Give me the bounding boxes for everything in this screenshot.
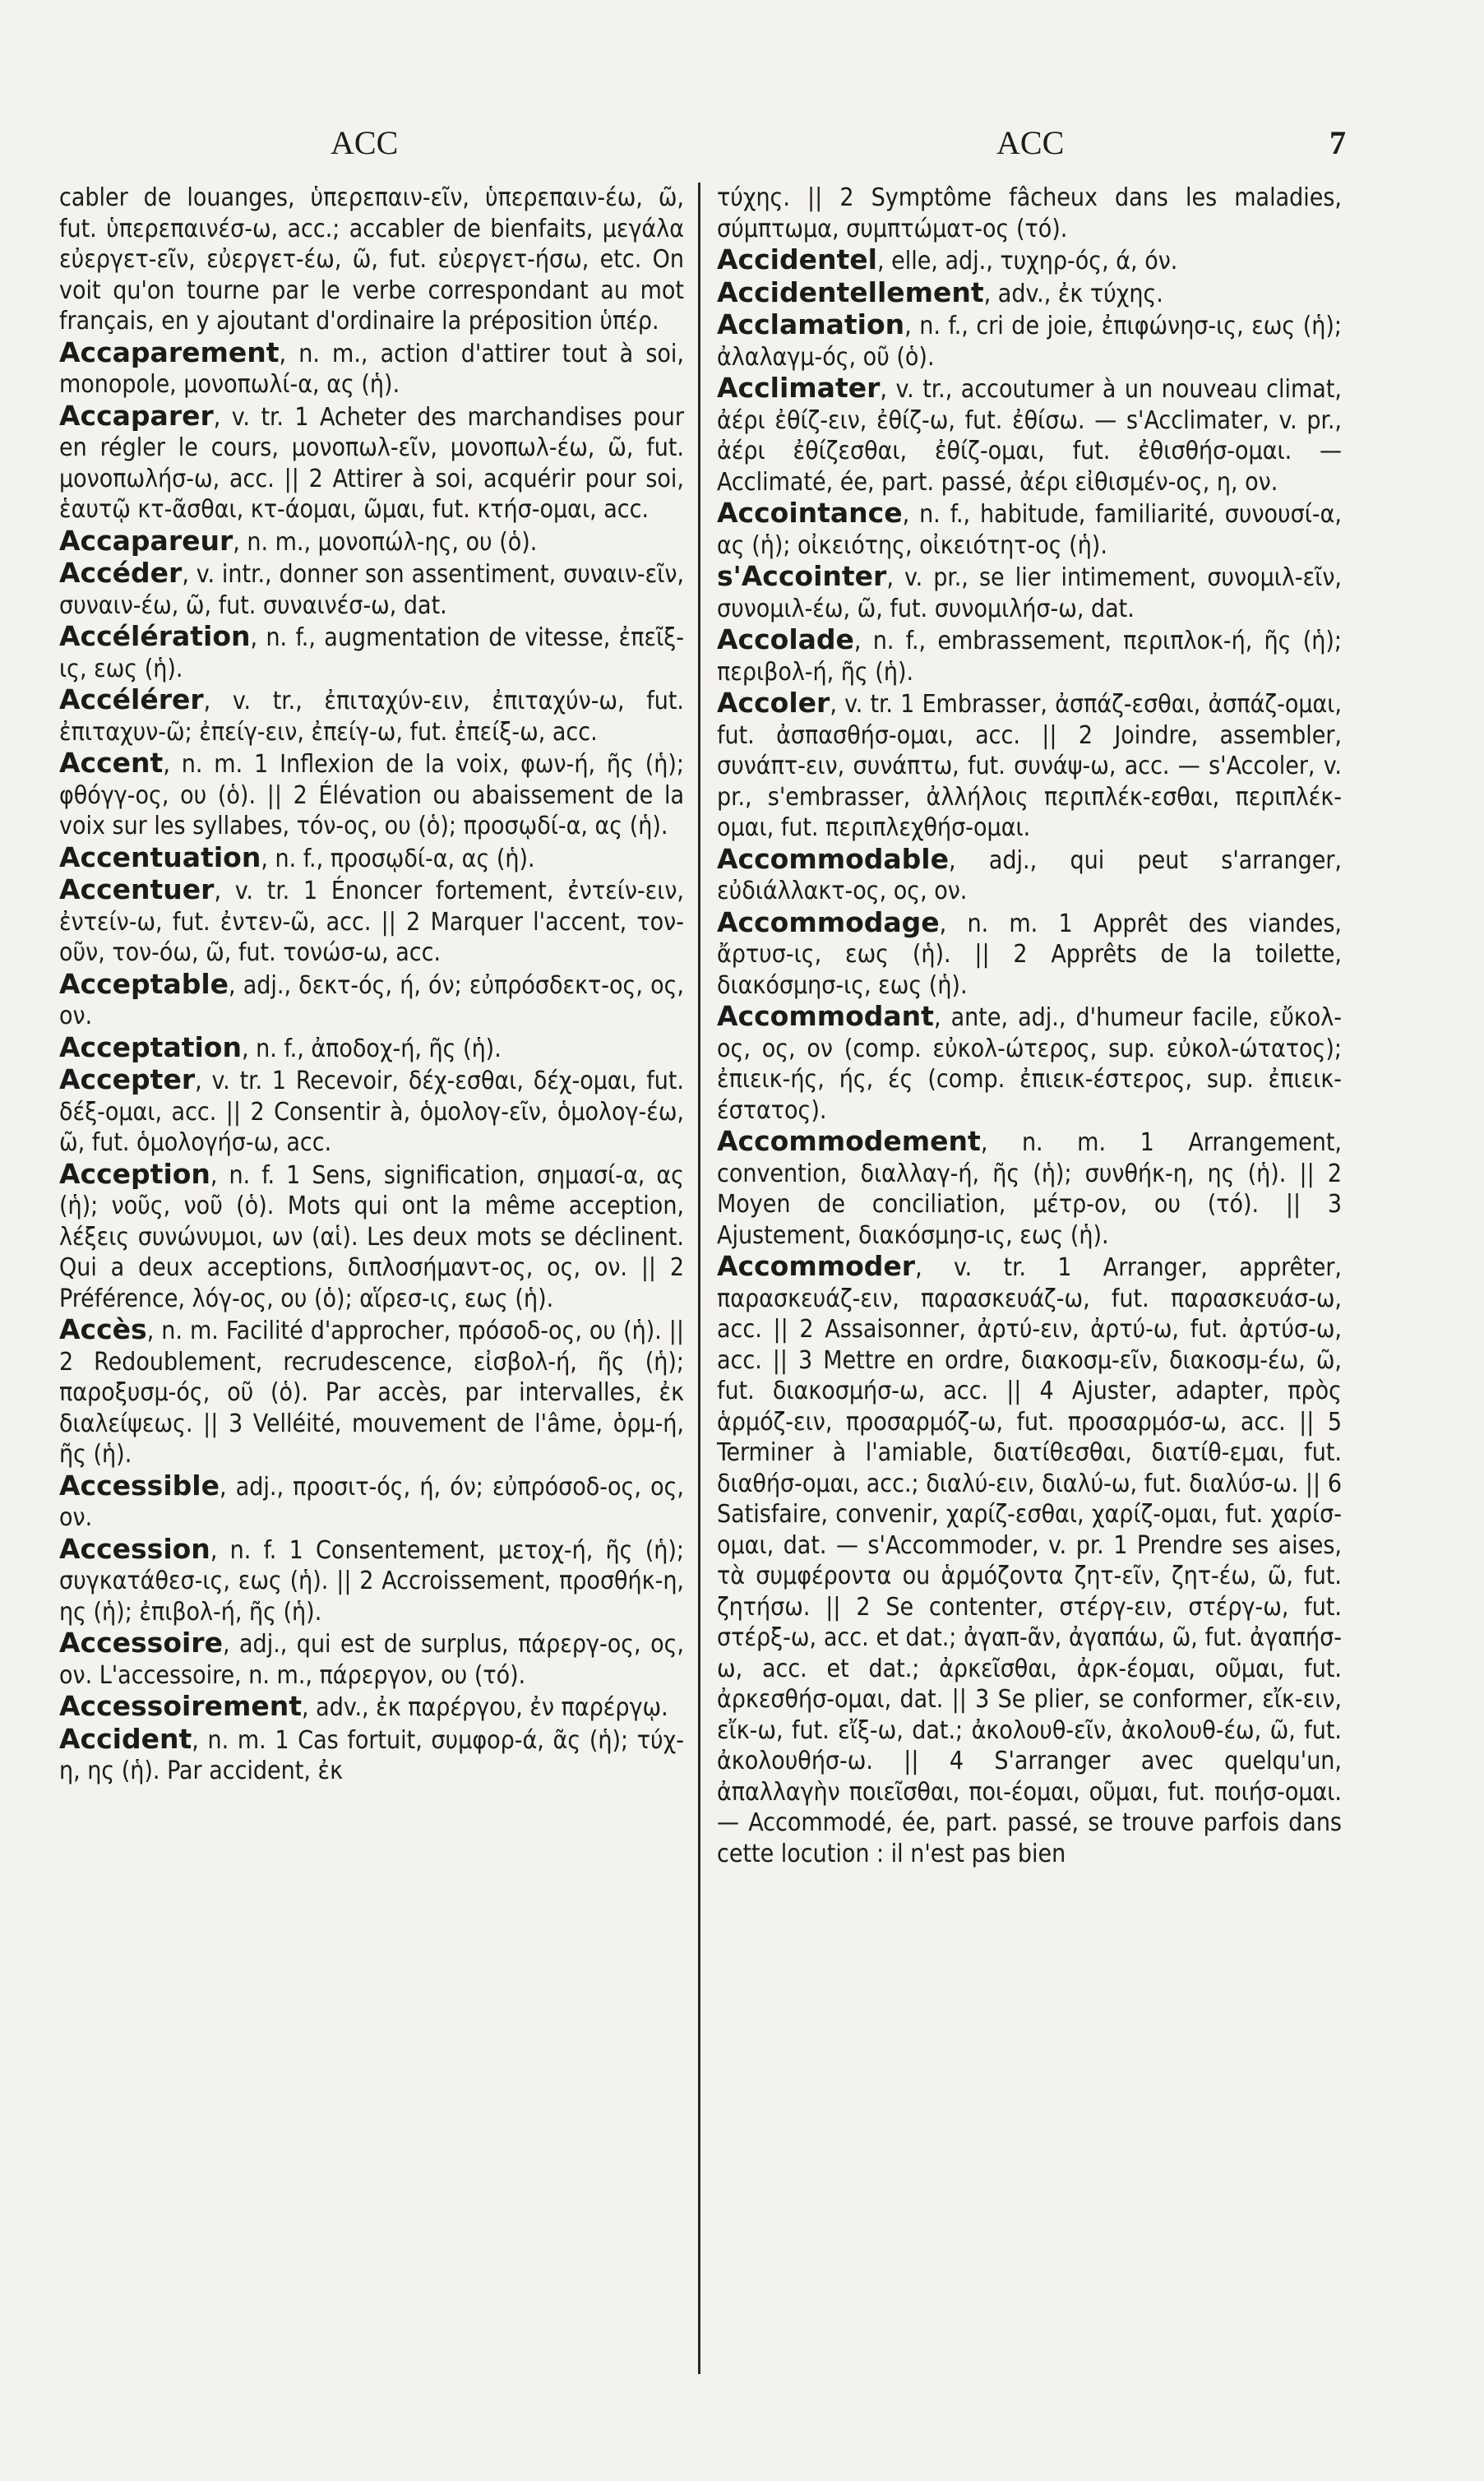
entry-headword: Accommoder: [717, 1250, 916, 1282]
entry-headword: Accommodage: [717, 905, 940, 938]
entry-headword: Accessible: [59, 1469, 220, 1502]
entry-text: , adj., δεκτ-ός, ή, όν; εὐπρόσδεκτ-ος, ος, ον.: [59, 970, 684, 1030]
entry-text: , v. tr., ἐπιταχύν-ειν, ἐπιταχύν-ω, fut. ἐπιταχυν-ῶ; ἐπείγ-ειν, ἐπείγ-ω, fut. ἐπείξ-ω, acc.: [59, 687, 684, 747]
dictionary-entry: [59, 558, 684, 621]
dictionary-entry: [717, 561, 1342, 624]
entry-headword: s'Accointer: [717, 560, 887, 592]
dictionary-entry: [59, 1064, 684, 1159]
dictionary-entry: [59, 337, 684, 400]
entry-text: , n. m. 1 Cas fortuit, συμφορ-ά, ᾶς (ἡ); τύχ-η, ης (ἡ). Par accident, ἐκ: [59, 1725, 684, 1785]
entry-text: , n. f. 1 Sens, signification, σημασί-α, ας (ἡ); νοῦς, νοῦ (ὁ). Mots qui ont la même acception, λέξεις συνώνυμοι, ων (αἱ). Les deux mots se déclinent. Qui a deux acceptions, διπλοσήμαντ-ος, ος, ον. || 2 Préférence, λόγ-ος, ου (ὁ); αἵρεσ-ις, εως (ἡ).: [59, 1160, 684, 1313]
column-divider: [698, 183, 700, 2374]
entry-text: , n. f., ἀποδοχ-ή, ῆς (ἡ).: [241, 1034, 502, 1063]
dictionary-entry: [59, 684, 684, 748]
entry-headword: Accepter: [59, 1063, 196, 1095]
dictionary-entry: [717, 907, 1342, 1002]
entry-headword: Accommodant: [717, 1000, 934, 1032]
entry-text: , elle, adj., τυχηρ-ός, ά, όν.: [876, 247, 1178, 275]
dictionary-entry: [717, 244, 1342, 277]
entry-text: , n. m. 1 Apprêt des viandes, ἄρτυσ-ις, εως (ἡ). || 2 Apprêts de la toilette, διακόσμησ-ις, εως (ἡ).: [717, 909, 1342, 1000]
dictionary-entry: [717, 1126, 1342, 1251]
entry-headword: Accidentellement: [717, 275, 984, 308]
entry-headword: Acception: [59, 1157, 210, 1190]
entry-text: , n. f. 1 Consentement, μετοχ-ή, ῆς (ἡ); συγκατάθεσ-ις, εως (ἡ). || 2 Accroissement, προσθήκ-η, ης (ἡ); ἐπιβολ-ή, ῆς (ἡ).: [59, 1535, 684, 1627]
entry-headword: Accessoire: [59, 1627, 223, 1659]
entry-headword: Accentuation: [59, 840, 261, 873]
entry-headword: Accointance: [717, 497, 903, 529]
dictionary-entry: [59, 1534, 684, 1628]
entry-headword: Acceptation: [59, 1030, 242, 1063]
dictionary-entry: [59, 1032, 684, 1065]
entry-text: , n. f., habitude, familiarité, συνουσί-α, ας (ἡ); οἰκειότης, οἰκειότητ-ος (ἡ).: [717, 500, 1342, 560]
entry-headword: Accaparer: [59, 399, 214, 432]
entry-text: , n. f., cri de joie, ἐπιφώνησ-ις, εως (ἡ); ἀλαλαγμ-ός, οῦ (ὁ).: [717, 312, 1342, 372]
dictionary-entry: [59, 748, 684, 842]
dictionary-entry: [59, 1159, 684, 1315]
dictionary-entry: [59, 1724, 684, 1787]
entry-text: , v. intr., donner son assentiment, συναιν-εῖν, συναιν-έω, ῶ, fut. συναινέσ-ω, dat.: [59, 560, 684, 620]
entry-text: , v. tr. 1 Recevoir, δέχ-εσθαι, δέχ-ομαι, fut. δέξ-ομαι, acc. || 2 Consentir à, ὁμολογ-εῖν, ὁμολογ-έω, ῶ, fut. ὁμολογήσ-ω, acc.: [59, 1067, 684, 1157]
entry-text: , n. m., action d'attirer tout à soi, monopole, μονοπωλί-α, ας (ἡ).: [59, 339, 684, 399]
entry-headword: Accélération: [59, 620, 251, 652]
dictionary-entry: [717, 373, 1342, 498]
dictionary-entry: [59, 874, 684, 969]
entry-text: , ante, adj., d'humeur facile, εὔκολ-ος, ος, ον (comp. εὐκολ-ώτερος, sup. εὐκολ-ώτατος); ἐπιεικ-ής, ής, ές (comp. ἐπιεικ-έστερος, sup. ἐπιεικ-έστατος).: [717, 1003, 1342, 1125]
entry-headword: Accès: [59, 1313, 147, 1345]
entry-headword: Accommodement: [717, 1125, 981, 1157]
dictionary-entry: [717, 498, 1342, 561]
entry-text: , n. m. 1 Inflexion de la voix, φων-ή, ῆς (ἡ); φθόγγ-ος, ου (ὁ). || 2 Élévation ou abaissement de la voix sur les syllabes, τόν-ος, ου (ὁ); προσῳδί-α, ας (ἡ).: [59, 750, 684, 840]
entry-headword: Accaparement: [59, 336, 280, 368]
dictionary-entry: [59, 400, 684, 525]
entry-text: , v. tr. 1 Acheter des marchandises pour en régler le cours, μονοπωλ-εῖν, μονοπωλ-έω, ῶ, fut. μονοπωλήσ-ω, acc. || 2 Attirer à soi, acquérir pour soi, ἑαυτῷ κτ-ᾶσθαι, κτ-άομαι, ῶμαι, fut. κτήσ-ομαι, acc.: [59, 402, 684, 524]
entry-text: , v. tr. 1 Arranger, apprêter, παρασκευάζ-ειν, παρασκευάζ-ω, fut. παρασκευάσ-ω, acc. || 2 Assaisonner, ἀρτύ-ειν, ἀρτύ-ω, fut. ἀρτύσ-ω, acc. || 3 Mettre en ordre, διακοσμ-εῖν, διακοσμ-έω, ῶ, fut. διακοσμήσ-ω, acc. || 4 Ajuster, adapter, πρὸς ἁρμόζ-ειν, προσαρμόζ-ω, fut. προσαρμόσ-ω, acc. || 5 Terminer à l'amiable, διατίθεσθαι, διατίθ-εμαι, fut. διαθήσ-ομαι, acc.; διαλύ-ειν, διαλύ-ω, fut. διαλύσ-ω. || 6 Satisfaire, convenir, χαρίζ-εσθαι, χαρίζ-ομαι, fut. χαρίσ-ομαι, dat. — s'Accommoder, v. pr. 1 Prendre ses aises, τὰ συμφέροντα ou ἁρμόζοντα ζητ-εῖν, ζητ-έω, ῶ, fut. ζητήσω. || 2 Se contenter, στέργ-ειν, στέργ-ω, fut. στέρξ-ω, acc. et dat.; ἀγαπ-ᾶν, ἀγαπάω, ῶ, fut. ἀγαπήσ-ω, acc. et dat.; ἀρκεῖσθαι, ἀρκ-έομαι, οῦμαι, fut. ἀρκεσθήσ-ομαι, dat. || 3 Se plier, se conformer, εἴκ-ειν, εἴκ-ω, fut. εἴξ-ω, dat.; ἀκολουθ-εῖν, ἀκολουθ-έω, ῶ, fut. ἀκολουθήσ-ω. || 4 S'arranger avec quelqu'un, ἀπαλλαγὴν ποιεῖσθαι, ποι-έομαι, οῦμαι, fut. ποιήσ-ομαι. — Accommodé, ée, part. passé, se trouve parfois dans cette locution : il n'est pas bien: [717, 1253, 1342, 1868]
entry-headword: Acclimater: [717, 372, 881, 404]
entry-headword: Accession: [59, 1532, 210, 1565]
entry-text: , adv., ἐκ παρέργου, ἐν παρέργῳ.: [302, 1693, 668, 1722]
dictionary-entry: [59, 1314, 684, 1470]
entry-headword: Accélérer: [59, 683, 204, 715]
dictionary-entry: [59, 525, 684, 558]
running-header: [59, 123, 1346, 173]
entry-headword: Accident: [59, 1722, 192, 1755]
dictionary-entry: [717, 844, 1342, 907]
entry-text: , adv., ἐκ τύχης.: [983, 279, 1163, 308]
entry-text: τύχης. || 2 Symptôme fâcheux dans les maladies, σύμπτωμα, συμπτώματ-ος (τό).: [717, 183, 1342, 243]
dictionary-entry: [59, 1470, 684, 1534]
entry-text: , n. m. 1 Arrangement, convention, διαλλαγ-ή, ῆς (ἡ); συνθήκ-η, ης (ἡ). || 2 Moyen de conciliation, μέτρ-ον, ου (τό). || 3 Ajustement, διακόσμησ-ις, εως (ἡ).: [717, 1128, 1342, 1250]
entry-headword: Accapareur: [59, 524, 233, 557]
entry-headword: Accessoirement: [59, 1690, 303, 1722]
dictionary-entry: [717, 183, 1342, 244]
entry-text: cabler de louanges, ὑπερεπαιν-εῖν, ὑπερεπαιν-έω, ῶ, fut. ὑπερεπαινέσ-ω, acc.; accabler de bienfaits, μεγάλα εὐεργετ-εῖν, εὐεργετ-έω, ῶ, fut. εὐεργετ-ήσω, etc. On voit qu'on tourne par le verbe correspondant au mot français, en y ajoutant d'ordinaire la préposition ὑπέρ.: [59, 183, 684, 336]
entry-headword: Acclamation: [717, 308, 905, 340]
page-number: 7: [1329, 124, 1346, 161]
dictionary-entry: [717, 277, 1342, 310]
dictionary-entry: [717, 687, 1342, 844]
dictionary-entry: [717, 309, 1342, 373]
dictionary-entry: [717, 624, 1342, 687]
entry-text: , n. f., augmentation de vitesse, ἐπεῖξ-ις, εως (ἡ).: [59, 623, 684, 683]
entry-headword: Accentuer: [59, 873, 215, 905]
entry-headword: Accidentel: [717, 243, 877, 275]
dictionary-entry: [59, 183, 684, 337]
left-column: [59, 183, 684, 1787]
entry-headword: Acceptable: [59, 967, 229, 1000]
dictionary-entry: [59, 842, 684, 875]
entry-headword: Accommodable: [717, 842, 949, 875]
entry-text: , n. f., embrassement, περιπλοκ-ή, ῆς (ἡ); περιβολ-ή, ῆς (ἡ).: [717, 627, 1342, 687]
entry-text: , v. pr., se lier intimement, συνομιλ-εῖν, συνομιλ-έω, ῶ, fut. συνομιλήσ-ω, dat.: [717, 563, 1342, 623]
entry-text: , n. m., μονοπώλ-ης, ου (ὁ).: [233, 527, 538, 557]
entry-text: , adj., προσιτ-ός, ή, όν; εὐπρόσοδ-ος, ος, ον.: [59, 1472, 684, 1532]
entry-text: , v. tr. 1 Énoncer fortement, ἐντείν-ειν, ἐντείν-ω, fut. ἐντεν-ῶ, acc. || 2 Marquer l'accent, τον-οῦν, τον-όω, ῶ, fut. τονώσ-ω, acc.: [59, 877, 684, 967]
entry-headword: Accoler: [717, 687, 830, 719]
entry-headword: Accéder: [59, 557, 183, 589]
entry-text: , adj., qui est de surplus, πάρεργ-ος, ος, ον. L'accessoire, n. m., πάρεργον, ου (τό).: [59, 1630, 684, 1690]
dictionary-entry: [717, 1251, 1342, 1869]
entry-text: , adj., qui peut s'arranger, εὐδιάλλακτ-ος, ος, ον.: [717, 845, 1342, 905]
right-running-head: ACC: [996, 124, 1065, 161]
dictionary-entry: [717, 1001, 1342, 1126]
right-column: [717, 183, 1342, 1869]
left-running-head: ACC: [331, 124, 399, 161]
dictionary-entry: [59, 1691, 684, 1724]
entry-text: , n. f., προσῳδί-α, ας (ἡ).: [261, 844, 535, 873]
dictionary-entry: [59, 969, 684, 1032]
entry-text: , n. m. Facilité d'approcher, πρόσοδ-ος, ου (ἡ). || 2 Redoublement, recrudescence, εἰσβολ-ή, ῆς (ἡ); παροξυσμ-ός, οῦ (ὁ). Par accès, par intervalles, ἐκ διαλείψεως. || 3 Velléité, mouvement de l'âme, ὁρμ-ή, ῆς (ἡ).: [59, 1317, 684, 1469]
dictionary-entry: [59, 1627, 684, 1691]
entry-headword: Accolade: [717, 623, 854, 655]
dictionary-entry: [59, 621, 684, 684]
entry-text: , v. tr. 1 Embrasser, ἀσπάζ-εσθαι, ἀσπάζ-ομαι, fut. ἀσπασθήσ-ομαι, acc. || 2 Joindre, assembler, συνάπτ-ειν, συνάπτω, fut. συνάψ-ω, acc. — s'Accoler, v. pr., s'embrasser, ἀλλήλοις περιπλέκ-εσθαι, περιπλέκ-ομαι, fut. περιπλεχθήσ-ομαι.: [717, 690, 1342, 842]
entry-text: , v. tr., accoutumer à un nouveau climat, ἀέρι ἐθίζ-ειν, ἐθίζ-ω, fut. ἐθίσω. — s'Acclimater, v. pr., ἀέρι ἐθίζεσθαι, ἐθίζ-ομαι, fut. ἐθισθήσ-ομαι. — Acclimaté, ée, part. passé, ἀέρι εἰθισμέν-ος, η, ον.: [717, 375, 1342, 497]
entry-headword: Accent: [59, 747, 164, 779]
